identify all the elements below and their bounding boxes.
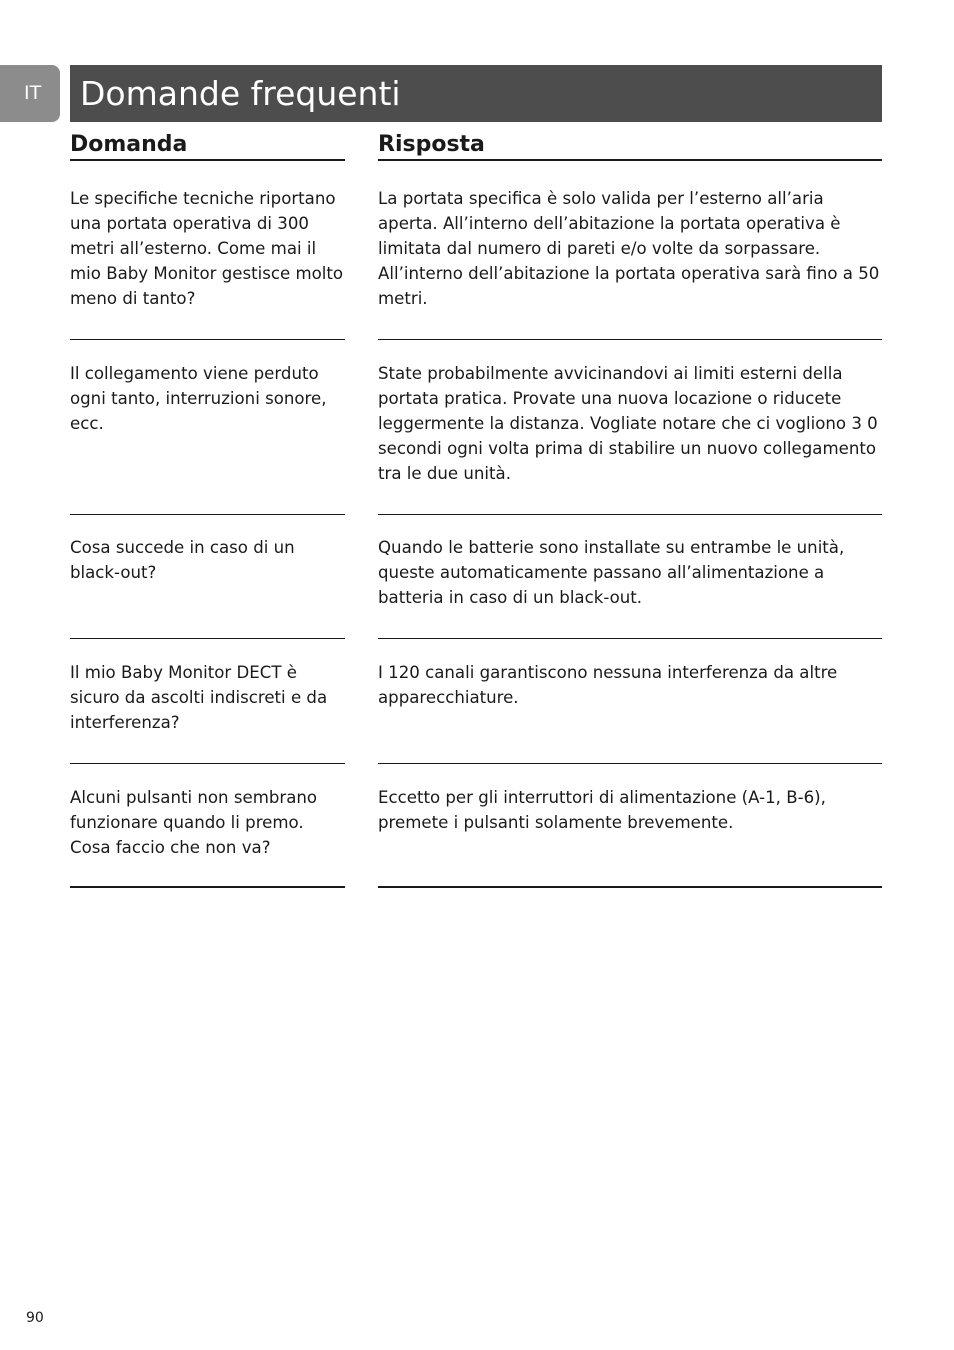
faq-answer-1: La portata specifica è solo valida per l’esterno all’aria aperta. All’interno dell’abitazione la portata operativa è limitata dal numero di pareti e/o volte da sorpassare. All’interno dell’abitazione la portata operativa sarà fino a 50 metri. — [378, 189, 880, 308]
faq-question-4: Il mio Baby Monitor DECT è sicuro da ascolti indiscreti e da interferenza? — [70, 663, 328, 732]
row-divider — [70, 638, 345, 639]
question-column-header: Domanda — [70, 128, 345, 161]
row-divider — [70, 339, 345, 340]
faq-answer-3: Quando le batterie sono installate su entrambe le unità, queste automaticamente passano all’alimentazione a batteria in caso di un black-out. — [378, 538, 845, 607]
faq-answer-4: I 120 canali garantiscono nessuna interferenza da altre apparecchiature. — [378, 663, 838, 707]
table-bottom-rule — [70, 886, 345, 888]
faq-question-5: Alcuni pulsanti non sembrano funzionare quando li premo. Cosa faccio che non va? — [70, 788, 318, 857]
faq-answer-2: State probabilmente avvicinandovi ai limiti esterni della portata pratica. Provate una nuova locazione o riducete leggermente la distanza. Vogliate notare che ci vogliono 3 0 secondi ogni volta prima di stabilire un nuovo collegamento tra le due unità. — [378, 364, 878, 483]
row-divider — [378, 638, 882, 639]
row-divider — [70, 514, 345, 515]
faq-answer-5: Eccetto per gli interruttori di alimentazione (A-1, B-6), premete i pulsanti solamente brevemente. — [378, 788, 826, 832]
row-divider — [70, 763, 345, 764]
row-divider — [378, 339, 882, 340]
row-divider — [378, 763, 882, 764]
page-title: Domande frequenti — [70, 65, 882, 122]
faq-question-1: Le specifiche tecniche riportano una portata operativa di 300 metri all’esterno. Come mai il mio Baby Monitor gestisce molto meno di tanto? — [70, 189, 344, 308]
table-bottom-rule — [378, 886, 882, 888]
faq-question-2: Il collegamento viene perduto ogni tanto, interruzioni sonore, ecc. — [70, 364, 327, 433]
faq-question-3: Cosa succede in caso di un black-out? — [70, 538, 295, 582]
answer-column-header: Risposta — [378, 128, 882, 161]
language-tab: IT — [0, 65, 60, 122]
row-divider — [378, 514, 882, 515]
page-number: 90 — [26, 1310, 44, 1326]
